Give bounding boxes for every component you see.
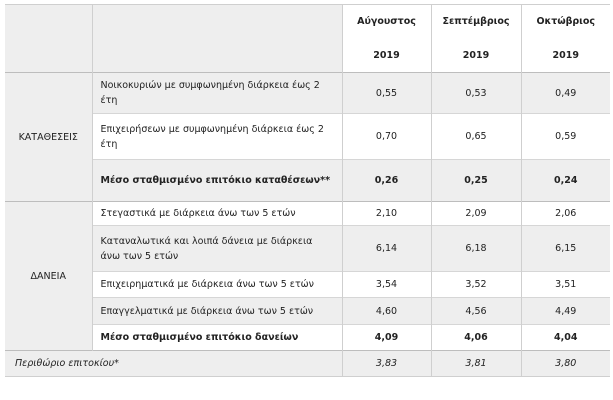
value-cell: 4,04 (521, 325, 610, 351)
header-month-row (5, 5, 610, 38)
row-description: Μέσο σταθμισμένο επιτόκιο δανείων (92, 325, 342, 351)
value-cell: 0,59 (521, 114, 610, 160)
value-cell: 2,09 (431, 202, 521, 226)
value-cell: 0,49 (521, 73, 610, 114)
header-empty-desc-cell (92, 5, 342, 73)
value-cell: 6,15 (521, 226, 610, 272)
value-cell: 3,80 (521, 351, 610, 377)
section-label-loans: ΔΑΝΕΙΑ (5, 202, 92, 351)
table-row-average-deposits (5, 160, 610, 202)
row-description: Νοικοκυριών με συμφωνημένη διάρκεια έως 2 έτη (92, 73, 342, 114)
header-month-october: Οκτώβριος (521, 5, 610, 38)
value-cell: 0,65 (431, 114, 521, 160)
row-description: Μέσο σταθμισμένο επιτόκιο καταθέσεων** (92, 160, 342, 202)
header-month-september: Σεπτέμβριος (431, 5, 521, 38)
value-cell: 3,54 (342, 272, 431, 298)
table-row-average-loans (5, 325, 610, 351)
value-cell: 6,14 (342, 226, 431, 272)
header-empty-label-cell (5, 5, 92, 73)
value-cell: 0,55 (342, 73, 431, 114)
table-row (5, 114, 610, 160)
row-description: Επιχειρηματικά με διάρκεια άνω των 5 ετών (92, 272, 342, 298)
value-cell: 3,81 (431, 351, 521, 377)
value-cell: 4,06 (431, 325, 521, 351)
header-year-september: 2019 (431, 38, 521, 73)
value-cell: 0,25 (431, 160, 521, 202)
value-cell: 3,52 (431, 272, 521, 298)
row-description: Στεγαστικά με διάρκεια άνω των 5 ετών (92, 202, 342, 226)
value-cell: 3,51 (521, 272, 610, 298)
value-cell: 0,26 (342, 160, 431, 202)
value-cell: 0,24 (521, 160, 610, 202)
value-cell: 3,83 (342, 351, 431, 377)
value-cell: 6,18 (431, 226, 521, 272)
interest-rates-table (5, 4, 610, 377)
table-row-margin (5, 351, 610, 377)
table-row (5, 298, 610, 325)
row-description: Καταναλωτικά και λοιπά δάνεια με διάρκεια άνω των 5 ετών (92, 226, 342, 272)
row-description: Επαγγελματικά με διάρκεια άνω των 5 ετών (92, 298, 342, 325)
value-cell: 0,70 (342, 114, 431, 160)
table-row (5, 272, 610, 298)
value-cell: 2,06 (521, 202, 610, 226)
value-cell: 4,09 (342, 325, 431, 351)
header-year-august: 2019 (342, 38, 431, 73)
table-row (5, 226, 610, 272)
value-cell: 4,56 (431, 298, 521, 325)
row-description: Επιχειρήσεων με συμφωνημένη διάρκεια έως 2 έτη (92, 114, 342, 160)
value-cell: 0,53 (431, 73, 521, 114)
value-cell: 4,60 (342, 298, 431, 325)
value-cell: 2,10 (342, 202, 431, 226)
header-month-august: Αύγουστος (342, 5, 431, 38)
section-label-deposits: ΚΑΤΑΘΕΣΕΙΣ (5, 73, 92, 202)
header-year-october: 2019 (521, 38, 610, 73)
margin-label: Περιθώριο επιτοκίου* (5, 351, 342, 377)
table-row (5, 202, 610, 226)
value-cell: 4,49 (521, 298, 610, 325)
table-row (5, 73, 610, 114)
